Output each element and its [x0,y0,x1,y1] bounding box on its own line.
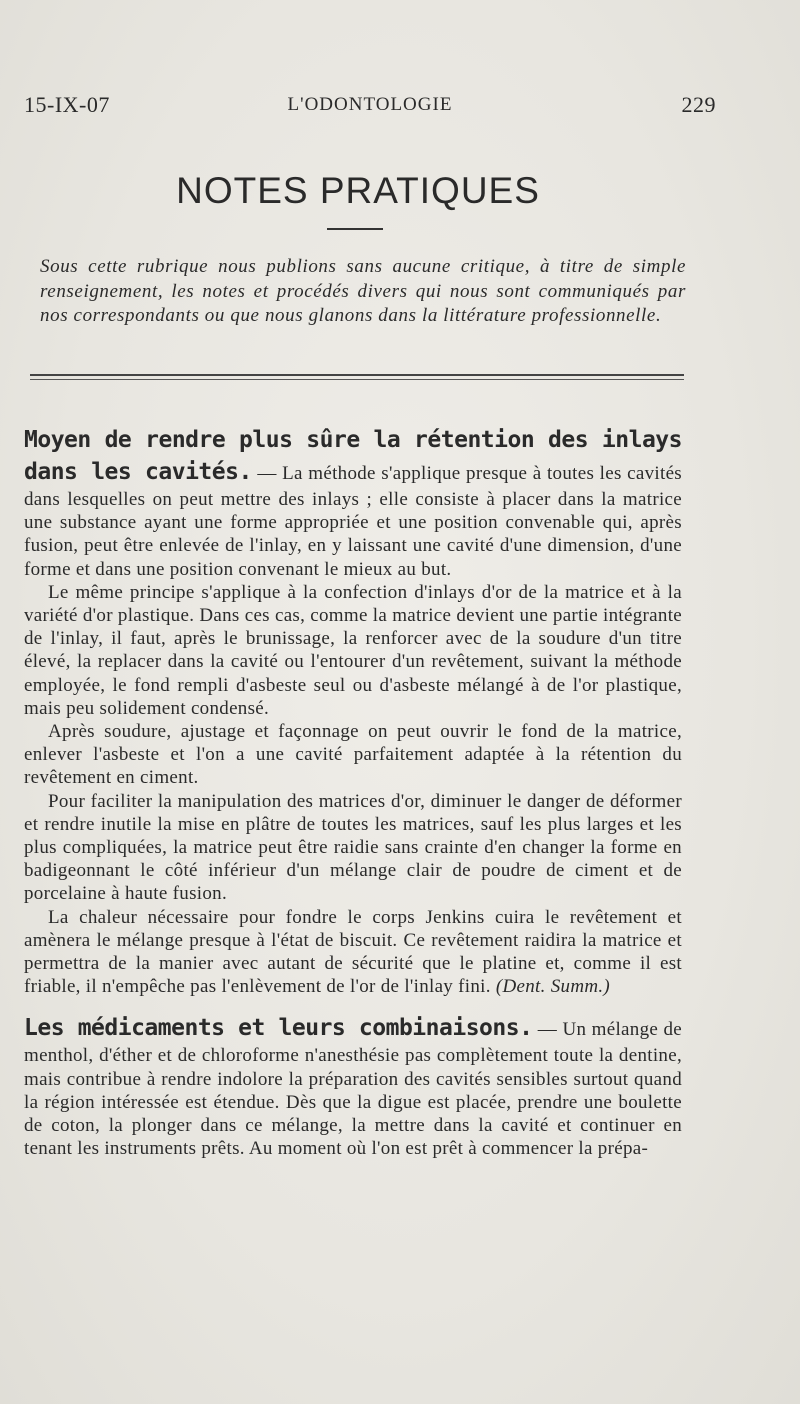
article2-heading: Les médicaments et leurs combinaisons. [24,1015,533,1042]
section-divider [30,374,684,380]
issue-date: 15-IX-07 [24,92,110,117]
section-title: NOTES PRATIQUES [176,170,540,211]
running-head [24,92,716,122]
article1-paragraph-3: Après soudure, ajustage et façonnage on peut ouvrir le fond de la matrice, enlever l'asbeste et l'on a une cavité parfaitement adaptée à la rétention du revêtement en ciment. [24,721,682,789]
section-intro: Sous cette rubrique nous publions sans aucune critique, à titre de simple renseignement, les notes et procédés divers qui nous sont communiqués par nos correspondants ou que nous glanons dans la littérature professionnelle. [40,256,686,326]
article-body [24,424,682,1160]
article1-source: (Dent. Summ.) [495,976,611,998]
article2-text-1: Un mélange de menthol, d'éther et de chloroforme n'anesthésie pas complètement toute la dentine, mais contribue à rendre indolore la préparation des cavités sensibles surtout quand la région intéressée est étendue. Dès que la digue est placée, prendre une boulette de coton, la plonger dans ce mélange, la mettre dans la cavité et continuer en tenant les instruments prêts. Au moment où l'on est prêt à commencer la prépa- [24,1019,682,1160]
article1-dash: — [251,463,283,484]
journal-title: L'ODONTOLOGIE [287,94,453,115]
article1-text-1: La méthode s'applique presque à toutes les cavités dans lesquelles on peut mettre des inlays ; elle consiste à placer dans la matrice une substance ayant une forme appropriée et une position convenable qui, après fusion, peut être enlevée de l'inlay, en y laissant une cavité d'une dimension, d'une forme et dans une position convenant le mieux au but. [24,463,683,580]
article1-paragraph-2: Le même principe s'applique à la confection d'inlays d'or de la matrice et à la variété d'or plastique. Dans ces cas, comme la matrice devient une partie intégrante de l'inlay, il faut, après le brunissage, la renforcer avec de la soudure d'un titre élevé, la replacer dans la cavité ou l'entourer d'un revêtement, suivant la méthode employée, le fond rempli d'asbeste seul ou d'asbeste mélangé à de l'or plastique, mais peu solidement condensé. [24,581,682,719]
article1-paragraph-1 [24,424,682,581]
article2-paragraph-1 [24,1012,682,1160]
article1-heading: Moyen de rendre plus sûre la rétention des inlays dans les cavités. [24,427,682,485]
article1-text-5: La chaleur nécessaire pour fondre le corps Jenkins cuira le revêtement et amènera le mélange presque à l'état de biscuit. Ce revêtement raidira la matrice et permettra de la manier avec autant de sécurité que le platine et, comme il est friable, il n'empêche pas l'enlèvement de l'or de l'inlay fini. [24,906,682,998]
article1-paragraph-5 [24,906,682,999]
article1-paragraph-4: Pour faciliter la manipulation des matrices d'or, diminuer le danger de déformer et rendre inutile la mise en plâtre de toutes les matrices, sauf les plus larges et les plus compliquées, la matrice peut être raidie sans crainte d'en changer la forme en badigeonnant le côté inférieur d'un mélange clair de poudre de ciment et de porcelaine à haute fusion. [24,790,682,905]
article2-dash: — [532,1019,563,1041]
title-underline [327,228,383,230]
page-number: 229 [681,92,716,117]
